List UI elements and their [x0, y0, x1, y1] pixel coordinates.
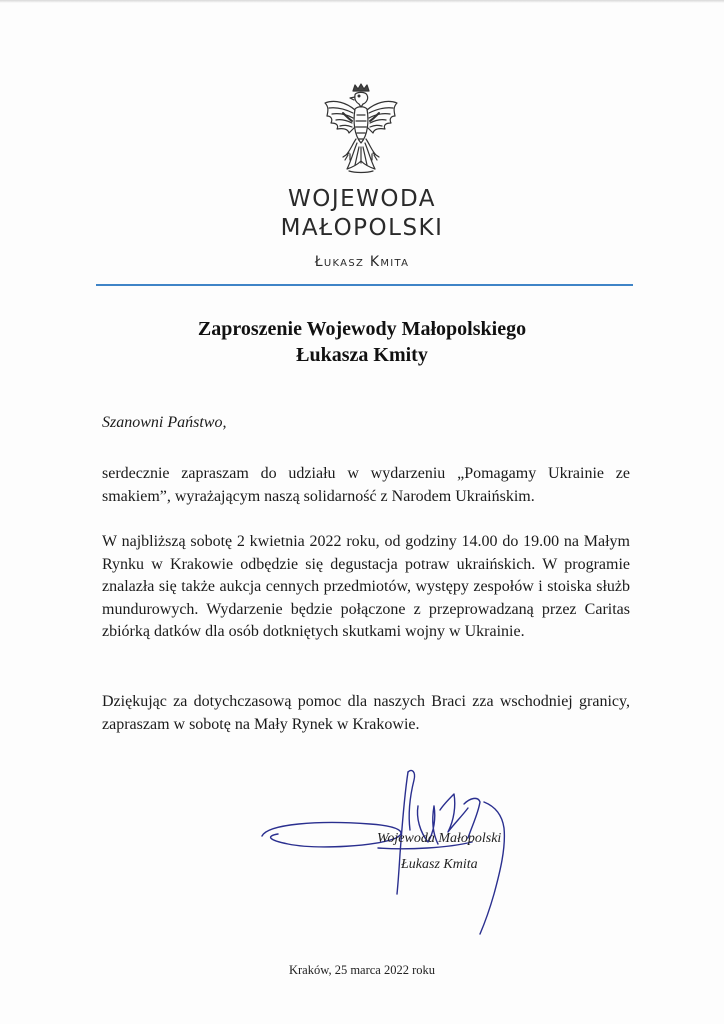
signature-name: Łukasz Kmita [401, 857, 478, 872]
office-title-line-1: WOJEWODA [287, 186, 437, 212]
official-name [0, 254, 724, 270]
place-and-date: Kraków, 25 marca 2022 roku [288, 963, 436, 977]
salutation: Szanowni Państwo, [102, 414, 227, 431]
letter-title-line-1: Zaproszenie Wojewody Małopolskiego [197, 318, 527, 340]
paragraph-invitation: serdecznie zapraszam do udziału w wydarzeniu „Pomagamy Ukrainie ze smakiem”, wyrażającym naszą solidarność z Narodem Ukraińskim. [102, 465, 630, 505]
paragraph-event-details: W najbliższą sobotę 2 kwietnia 2022 roku, od godziny 14.00 do 19.00 na Małym Rynku w Krakowie odbędzie się degustacja potraw ukraińskich. W programie znalazła się także aukcja cennych przedmiotów, występy zespołów i stoiska służb mundurowych. Wydarzenie będzie połączone z przeprowadzaną przez Caritas zbiórką datków dla osób dotkniętych skutkami wojny w Ukrainie. [102, 533, 630, 640]
polish-eagle-emblem-icon [319, 83, 403, 180]
office-title-line-2: MAŁOPOLSKI [280, 215, 444, 241]
scan-edge [0, 0, 724, 3]
letterhead-divider [96, 284, 633, 286]
paragraph-closing: Dziękując za dotychczasową pomoc dla naszych Braci zza wschodniej granicy, zapraszam w sobotę na Mały Rynek w Krakowie. [102, 693, 630, 733]
signature-role: Wojewoda Małopolski [377, 831, 502, 846]
handwritten-signature-icon [258, 758, 528, 940]
letter-title-line-2: Łukasza Kmity [296, 344, 428, 366]
official-name-text: Łukasz Kmita [314, 254, 410, 270]
